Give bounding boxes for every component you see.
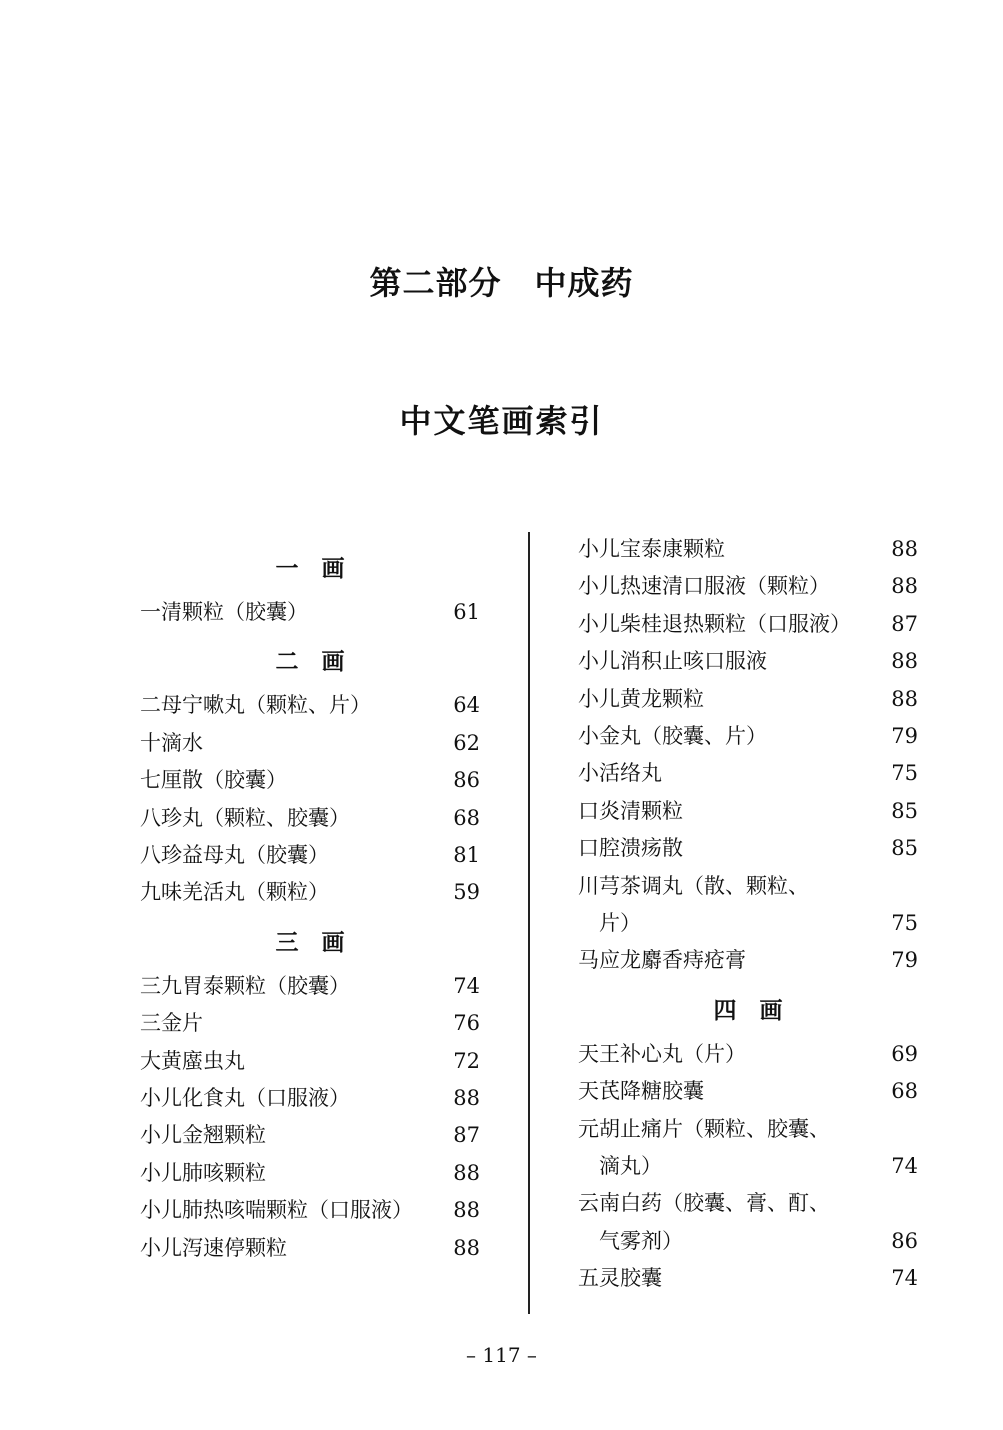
entry-page: 75: [891, 761, 918, 786]
entry-page: 79: [891, 724, 918, 748]
stroke-heading: 三 画: [275, 929, 345, 956]
index-entry: [578, 868, 918, 904]
stroke-heading: 四 画: [713, 997, 783, 1024]
index-entry: [578, 830, 918, 866]
entry-page: 74: [891, 1266, 918, 1291]
entry-name: 小儿柴桂退热颗粒（口服液）: [578, 611, 851, 636]
index-entry: [140, 1005, 480, 1041]
index-title: 中文笔画索引: [399, 402, 604, 440]
index-entry: [578, 718, 918, 754]
entry-page: 59: [453, 880, 480, 905]
index-entry: [578, 1073, 918, 1109]
entry-page: 72: [453, 1048, 480, 1073]
entry-page: 68: [891, 1079, 918, 1104]
index-entry: [140, 1155, 480, 1191]
index-entry: [140, 874, 480, 910]
entry-page: 87: [453, 1123, 480, 1148]
entry-page: 69: [891, 1041, 918, 1066]
entry-name: 口炎清颗粒: [578, 798, 683, 823]
entry-name: 云南白药（胶囊、膏、酊、: [578, 1191, 830, 1216]
index-entry: [140, 1043, 480, 1079]
entry-page: 85: [891, 798, 918, 823]
index-entry: [578, 793, 918, 829]
index-entry: [140, 762, 480, 798]
index-entry: [140, 1192, 480, 1228]
entry-page: 88: [453, 1160, 480, 1185]
part-title: 第二部分 中成药: [369, 264, 634, 302]
entry-page: 85: [891, 836, 918, 861]
entry-name: 小儿肺咳颗粒: [140, 1160, 266, 1185]
index-entry: [578, 755, 918, 791]
entry-page: 61: [453, 600, 480, 624]
index-entry: [578, 531, 918, 567]
index-entry: [140, 594, 480, 630]
index-entry: [140, 968, 480, 1004]
entry-name: 小儿金翘颗粒: [140, 1123, 266, 1148]
entry-name: 小金丸（胶囊、片）: [578, 724, 767, 748]
entry-name: 马应龙麝香痔疮膏: [578, 948, 746, 973]
index-entry: [578, 1036, 918, 1072]
index-entry: [140, 725, 480, 761]
entry-name: 小儿泻速停颗粒: [140, 1235, 287, 1260]
entry-page: 88: [891, 574, 918, 599]
entry-name: 八珍益母丸（胶囊）: [140, 843, 329, 867]
entry-page: 88: [891, 649, 918, 674]
entry-page: 88: [453, 1235, 480, 1260]
entry-name: 五灵胶囊: [578, 1266, 662, 1291]
entry-name: 小活络丸: [578, 761, 662, 786]
index-entry: [578, 606, 918, 642]
entry-page: 86: [453, 768, 480, 793]
entry-page: 62: [453, 730, 480, 755]
entry-name: 滴丸）: [599, 1154, 662, 1178]
entry-page: 79: [891, 948, 918, 973]
entry-page: 74: [453, 973, 480, 998]
entry-name: 小儿化食丸（口服液）: [140, 1086, 350, 1110]
index-entry: [578, 1111, 918, 1147]
entry-name: 七厘散（胶囊）: [140, 768, 287, 793]
entry-name: 三金片: [140, 1011, 203, 1036]
entry-page: 75: [891, 911, 918, 935]
entry-name: 八珍丸（颗粒、胶囊）: [140, 805, 350, 830]
index-entry: [140, 800, 480, 836]
entry-page: 68: [453, 805, 480, 830]
entry-page: 88: [891, 686, 918, 711]
entry-name: 十滴水: [140, 730, 203, 755]
index-entry-continuation: [578, 905, 918, 941]
entry-name: 口腔溃疡散: [578, 836, 683, 861]
entry-name: 元胡止痛片（颗粒、胶囊、: [578, 1116, 830, 1141]
index-entry: [140, 1080, 480, 1116]
index-entry: [578, 1185, 918, 1221]
index-entry: [578, 942, 918, 978]
column-divider: [528, 532, 530, 1314]
entry-name: 气雾剂）: [599, 1228, 683, 1253]
entry-name: 小儿宝泰康颗粒: [578, 537, 725, 561]
entry-name: 片）: [599, 911, 641, 935]
entry-name: 天王补心丸（片）: [578, 1041, 746, 1066]
entry-name: 大黄䗪虫丸: [140, 1048, 245, 1073]
entry-name: 小儿热速清口服液（颗粒）: [578, 574, 830, 599]
index-entry: [140, 837, 480, 873]
entry-page: 88: [453, 1086, 480, 1110]
index-entry: [578, 681, 918, 717]
entry-page: 86: [891, 1228, 918, 1253]
index-entry: [140, 1117, 480, 1153]
index-entry: [578, 568, 918, 604]
entry-page: 64: [453, 693, 480, 718]
entry-name: 小儿消积止咳口服液: [578, 649, 767, 674]
entry-page: 76: [453, 1011, 480, 1036]
entry-name: 九味羌活丸（颗粒）: [140, 880, 329, 905]
index-entry-continuation: [578, 1148, 918, 1184]
entry-page: 74: [891, 1154, 918, 1178]
index-entry-continuation: [578, 1223, 918, 1259]
entry-page: 81: [453, 843, 480, 867]
index-entry: [140, 1230, 480, 1266]
stroke-heading: 一 画: [275, 556, 345, 582]
entry-name: 小儿肺热咳喘颗粒（口服液）: [140, 1198, 413, 1223]
entry-page: 88: [453, 1198, 480, 1223]
index-entry: [578, 1260, 918, 1296]
entry-page: 87: [891, 611, 918, 636]
entry-name: 一清颗粒（胶囊）: [140, 600, 308, 624]
entry-name: 川芎茶调丸（散、颗粒、: [578, 873, 809, 898]
index-entry: [140, 687, 480, 723]
entry-name: 小儿黄龙颗粒: [578, 686, 704, 711]
page-number: – 117 –: [466, 1343, 537, 1367]
entry-page: 88: [891, 537, 918, 561]
index-entry: [578, 643, 918, 679]
entry-name: 三九胃泰颗粒（胶囊）: [140, 973, 350, 998]
entry-name: 二母宁嗽丸（颗粒、片）: [140, 693, 371, 718]
entry-name: 天芪降糖胶囊: [578, 1079, 704, 1104]
stroke-heading: 二 画: [275, 649, 345, 676]
